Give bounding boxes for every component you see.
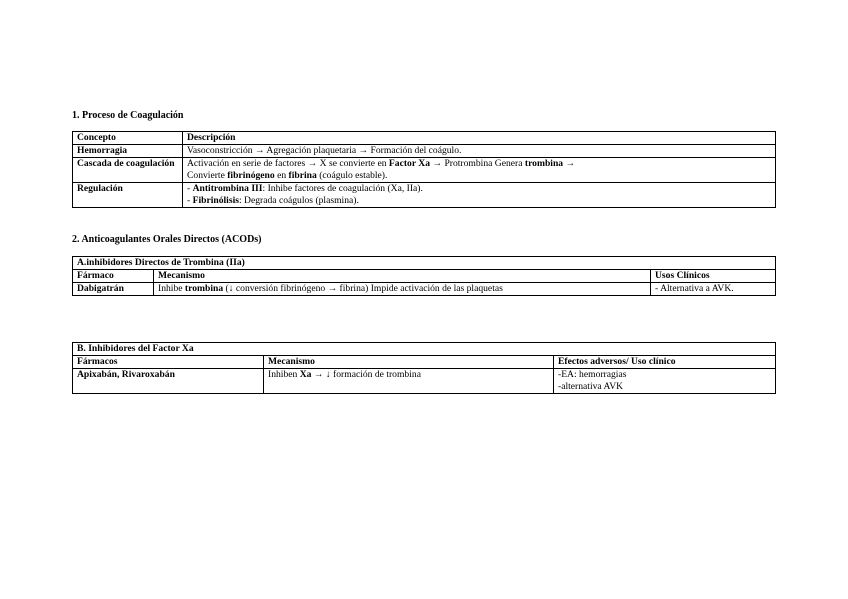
effects-cell <box>554 368 776 393</box>
bold-term: fibrinógeno <box>227 169 275 181</box>
bold-term: Antitrombina III <box>192 182 263 194</box>
mechanism-cell <box>264 368 554 393</box>
table-header-row <box>73 132 776 145</box>
coagulation-table <box>72 131 776 208</box>
concept-cell: Regulación <box>73 182 183 207</box>
text-segment: (coágulo estable). <box>316 169 388 181</box>
header-mechanism: Mecanismo <box>154 269 651 282</box>
table-subtitle-row <box>73 257 776 270</box>
section2-title: 2. Anticoagulantes Orales Directos (ACODs) <box>72 234 262 245</box>
table-row <box>73 157 776 182</box>
bold-term: Fibrinólisis <box>192 194 239 206</box>
text-segment: en <box>274 169 289 181</box>
drug-cell: Dabigatrán <box>73 282 154 295</box>
text-segment: : Degrada coágulos (plasmina). <box>238 194 359 206</box>
bold-term: fibrina <box>288 169 317 181</box>
header-mechanism: Mecanismo <box>264 355 554 368</box>
bold-term: trombina <box>524 157 564 169</box>
description-cell <box>183 182 776 207</box>
table-row <box>73 182 776 207</box>
text-segment: - <box>187 182 193 194</box>
drug-cell: Apixabán, Rivaroxabán <box>73 368 264 393</box>
text-segment: (↓ conversión fibrinógeno → fibrina) Impide activación de las plaquetas <box>223 282 503 294</box>
text-segment: → ↓ formación de trombina <box>311 368 421 380</box>
text-segment: → <box>563 157 576 169</box>
table-subtitle: A.inhibidores Directos de Trombina (IIa) <box>73 257 776 270</box>
table-subtitle: B. Inhibidores del Factor Xa <box>73 343 776 356</box>
table-subtitle-row <box>73 343 776 356</box>
description-cell <box>183 157 776 182</box>
mechanism-cell <box>154 282 651 295</box>
header-effects: Efectos adversos/ Uso clínico <box>554 355 776 368</box>
uses-cell: - Alternativa a AVK. <box>651 282 776 295</box>
text-segment: - <box>187 194 193 206</box>
text-segment: : Inhibe factores de coagulación (Xa, IIa). <box>262 182 423 194</box>
text-segment: → Protrombina Genera <box>430 157 525 169</box>
factor-xa-inhibitors-table <box>72 342 776 394</box>
effect-line: -EA: hemorragias <box>558 368 627 380</box>
effect-line: -alternativa AVK <box>558 380 624 392</box>
concept-cell: Cascada de coagulación <box>73 157 183 182</box>
header-drug: Fármaco <box>73 269 154 282</box>
table-row <box>73 368 776 393</box>
thrombin-inhibitors-table <box>72 256 776 296</box>
table-header-row <box>73 355 776 368</box>
header-drugs: Fármacos <box>73 355 264 368</box>
table-row <box>73 282 776 295</box>
text-segment: Inhibe <box>158 282 185 294</box>
header-concept: Concepto <box>73 132 183 145</box>
text-segment: Inhiben <box>268 368 300 380</box>
section1-title: 1. Proceso de Coagulación <box>72 110 184 121</box>
header-uses: Usos Clínicos <box>651 269 776 282</box>
description-cell: Vasoconstricción → Agregación plaquetaria → Formación del coágulo. <box>183 144 776 157</box>
bold-term: Xa <box>299 368 312 380</box>
header-description: Descripción <box>183 132 776 145</box>
bold-term: Factor Xa <box>388 157 431 169</box>
bold-term: trombina <box>184 282 224 294</box>
concept-cell: Hemorragia <box>73 144 183 157</box>
text-segment: Convierte <box>187 169 228 181</box>
table-header-row <box>73 269 776 282</box>
text-segment: Activación en serie de factores → X se convierte en <box>187 157 389 169</box>
table-row <box>73 144 776 157</box>
